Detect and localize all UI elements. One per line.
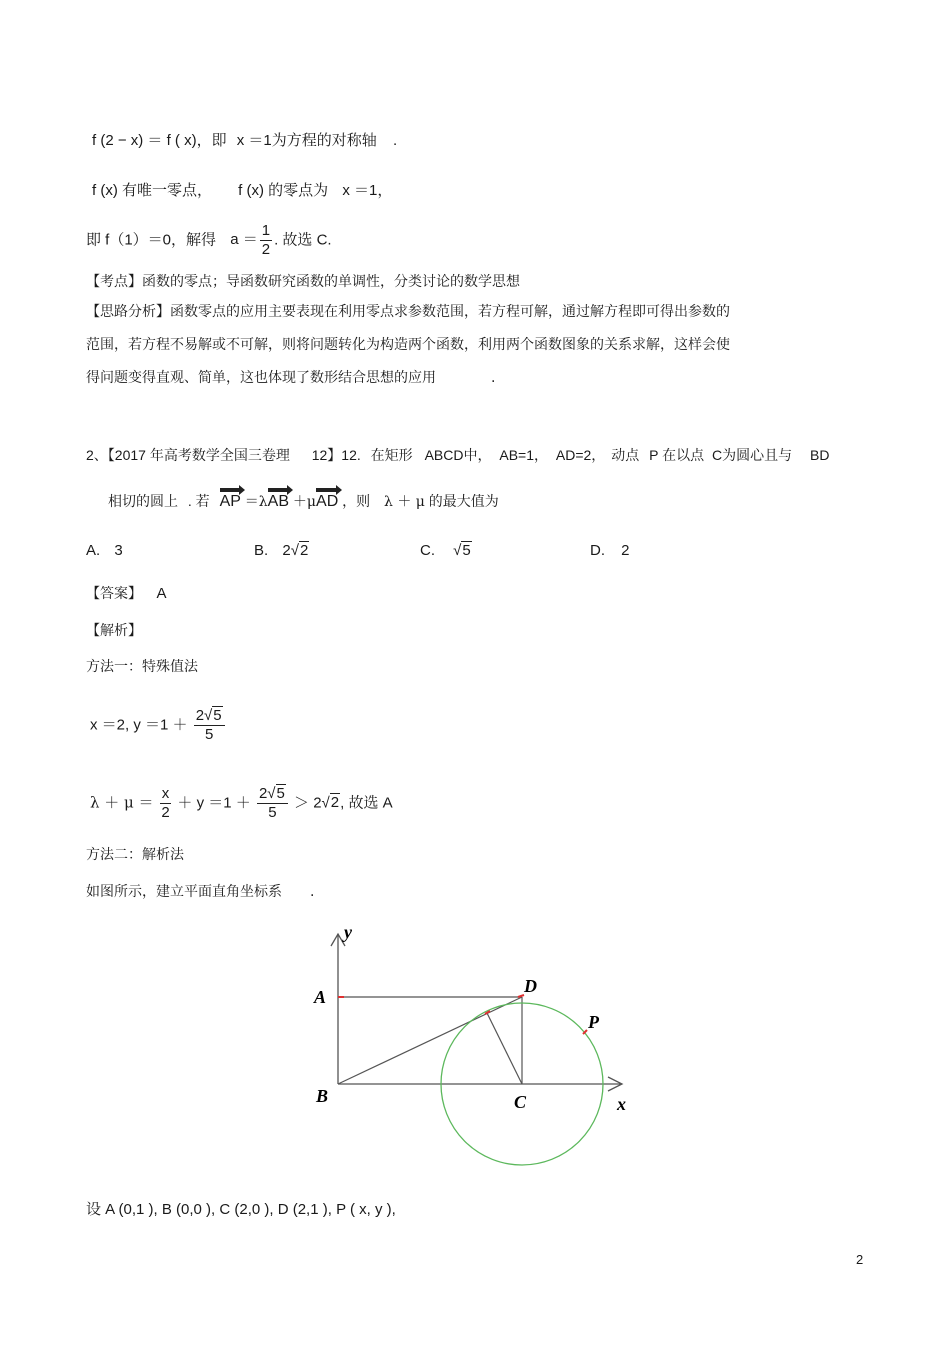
- condition-ad: AD=2，: [555, 447, 606, 463]
- answer-line: [86, 584, 166, 604]
- analysis-line-3: [86, 368, 495, 388]
- lambda-symbol: λ: [258, 494, 268, 510]
- zero-value: x ＝1，: [342, 182, 393, 199]
- question-2-line-2: [108, 488, 499, 512]
- period: .: [491, 370, 496, 386]
- analysis-line-1: 【思路分析】函数零点的应用主要表现在利用零点求参数范围，若方程可解，通过解方程即可得出参数的: [86, 304, 730, 320]
- period: .: [392, 132, 398, 149]
- point-p: P: [649, 447, 659, 463]
- equation-2: [90, 785, 393, 822]
- option-value: 2: [282, 542, 291, 559]
- axis-value: x ＝1: [236, 132, 272, 149]
- condition-ab: AB=1，: [499, 447, 548, 463]
- coordinates-line: 设 A (0,1 ), B (0,0 ), C (2,0 ), D (2,1 ), P ( x, y ),: [86, 1201, 396, 1218]
- vector-ad: AD: [316, 488, 338, 512]
- option-b: [254, 541, 309, 561]
- radicand: 5: [276, 785, 285, 802]
- figure-intro-text: 如图所示，建立平面直角坐标系: [86, 884, 282, 900]
- solution-line-2: [92, 181, 392, 201]
- option-label: D.: [590, 542, 605, 559]
- fraction-x-over-2: [160, 785, 172, 822]
- analysis-line-2: 范围，若方程不易解或不可解，则将问题转化为构造两个函数，利用两个函数图象的关系求解，这样会使: [86, 337, 730, 353]
- label-a: A: [314, 987, 327, 1007]
- option-label: B.: [254, 542, 269, 559]
- f1-equation: 即 f（1）＝0，解得: [86, 231, 217, 249]
- numerator: [257, 785, 288, 804]
- equation-middle: ＋ y ＝1 ＋: [177, 794, 251, 812]
- radicand: 5: [462, 542, 471, 559]
- equation-lhs: λ ＋ μ ＝: [90, 793, 154, 812]
- method-1-title: 方法一：特殊值法: [86, 659, 198, 675]
- fraction-one-half: [260, 222, 272, 259]
- question-text: 动点: [611, 447, 640, 463]
- radicand: 2: [299, 542, 309, 559]
- choose-a: , 故选 A: [340, 794, 393, 812]
- equation-lhs: x ＝2, y ＝1 ＋: [90, 716, 188, 734]
- zero-of-f-text: f (x) 的零点为: [238, 182, 329, 199]
- coefficient: 2: [258, 785, 268, 802]
- y-axis-label: y: [344, 922, 352, 942]
- symmetry-equation: f (2 − x) ＝ f ( x)，即: [92, 132, 227, 149]
- choose-c: . 故选 C.: [274, 231, 332, 249]
- numerator: x: [161, 785, 170, 802]
- question-text: 相切的圆上: [108, 493, 178, 509]
- question-text: 在矩形: [370, 447, 413, 463]
- point-c: C: [711, 447, 723, 463]
- sqrt-icon: √: [453, 542, 462, 559]
- mu-symbol: μ: [306, 494, 317, 510]
- sqrt-icon: √: [290, 542, 299, 559]
- question-2-line-1: [86, 445, 829, 465]
- page-number: 2: [856, 1252, 864, 1267]
- denominator: 2: [161, 804, 170, 821]
- analysis-text: 得问题变得直观、简单，这也体现了数形结合思想的应用: [86, 370, 436, 386]
- sqrt-icon: √: [204, 707, 213, 724]
- denominator: 5: [204, 726, 214, 743]
- equals-sign: ＝: [244, 493, 259, 509]
- answer-value: A: [156, 585, 167, 602]
- vector-ap: AP: [220, 488, 241, 512]
- option-value: 2: [621, 542, 630, 559]
- option-label: A.: [86, 542, 101, 559]
- question-text: ，则: [342, 493, 371, 509]
- unique-zero-text: f (x) 有唯一零点，: [92, 182, 212, 199]
- radicand: 2: [330, 794, 340, 812]
- option-a: [86, 541, 123, 561]
- option-c: [420, 541, 472, 561]
- question-text: 为圆心且与: [722, 447, 793, 463]
- coefficient: 2: [195, 707, 205, 724]
- rectangle-name: ABCD中，: [424, 447, 492, 463]
- question-text: 在以点: [662, 447, 705, 463]
- question-source-number: 12】12.: [311, 447, 361, 463]
- x-axis-label: x: [617, 1094, 626, 1114]
- plus-sign: ＋: [292, 493, 307, 509]
- coordinate-figure: [300, 918, 640, 1178]
- solution-line-3: [86, 222, 332, 259]
- fraction-2sqrt5-over-5: [194, 707, 225, 744]
- denominator: 2: [261, 241, 271, 258]
- answer-label: 【答案】: [86, 586, 142, 602]
- radius-to-tangent: [487, 1013, 522, 1084]
- numerator: 1: [261, 222, 271, 239]
- axis-text: 为方程的对称轴: [271, 132, 377, 149]
- lambda-plus-mu: λ ＋ μ: [384, 494, 425, 510]
- denominator: 5: [268, 804, 277, 821]
- label-d: D: [524, 976, 537, 996]
- diagonal-bd: [338, 997, 522, 1084]
- label-c: C: [514, 1092, 527, 1112]
- question-source: 【2017 年高考数学全国三卷理: [107, 447, 290, 463]
- equation-1: [90, 707, 227, 744]
- sqrt-icon: √: [321, 794, 330, 812]
- fraction-2sqrt5-over-5: [257, 785, 288, 822]
- label-b: B: [316, 1086, 329, 1106]
- numerator: [194, 707, 225, 726]
- key-points: 【考点】函数的零点；导函数研究函数的单调性，分类讨论的数学思想: [86, 274, 520, 290]
- inequality-rhs: ＞ 2: [294, 794, 322, 812]
- solution-line-1: [92, 131, 397, 151]
- label-p: P: [588, 1012, 599, 1032]
- a-equals: a ＝: [230, 231, 258, 249]
- analysis-label: 【解析】: [86, 623, 142, 639]
- option-label: C.: [420, 542, 435, 559]
- vector-ab: AB: [268, 488, 289, 512]
- method-2-title: 方法二：解析法: [86, 847, 184, 863]
- sqrt-icon: √: [267, 785, 276, 802]
- line-bd: BD: [809, 447, 830, 463]
- period: .: [310, 884, 315, 900]
- figure-intro: [86, 882, 314, 902]
- radicand: 5: [213, 707, 222, 724]
- question-number: 2、: [86, 447, 108, 463]
- question-text: . 若: [187, 493, 210, 509]
- question-text: 的最大值为: [428, 493, 499, 509]
- option-value: 3: [114, 542, 123, 559]
- option-d: [590, 541, 630, 561]
